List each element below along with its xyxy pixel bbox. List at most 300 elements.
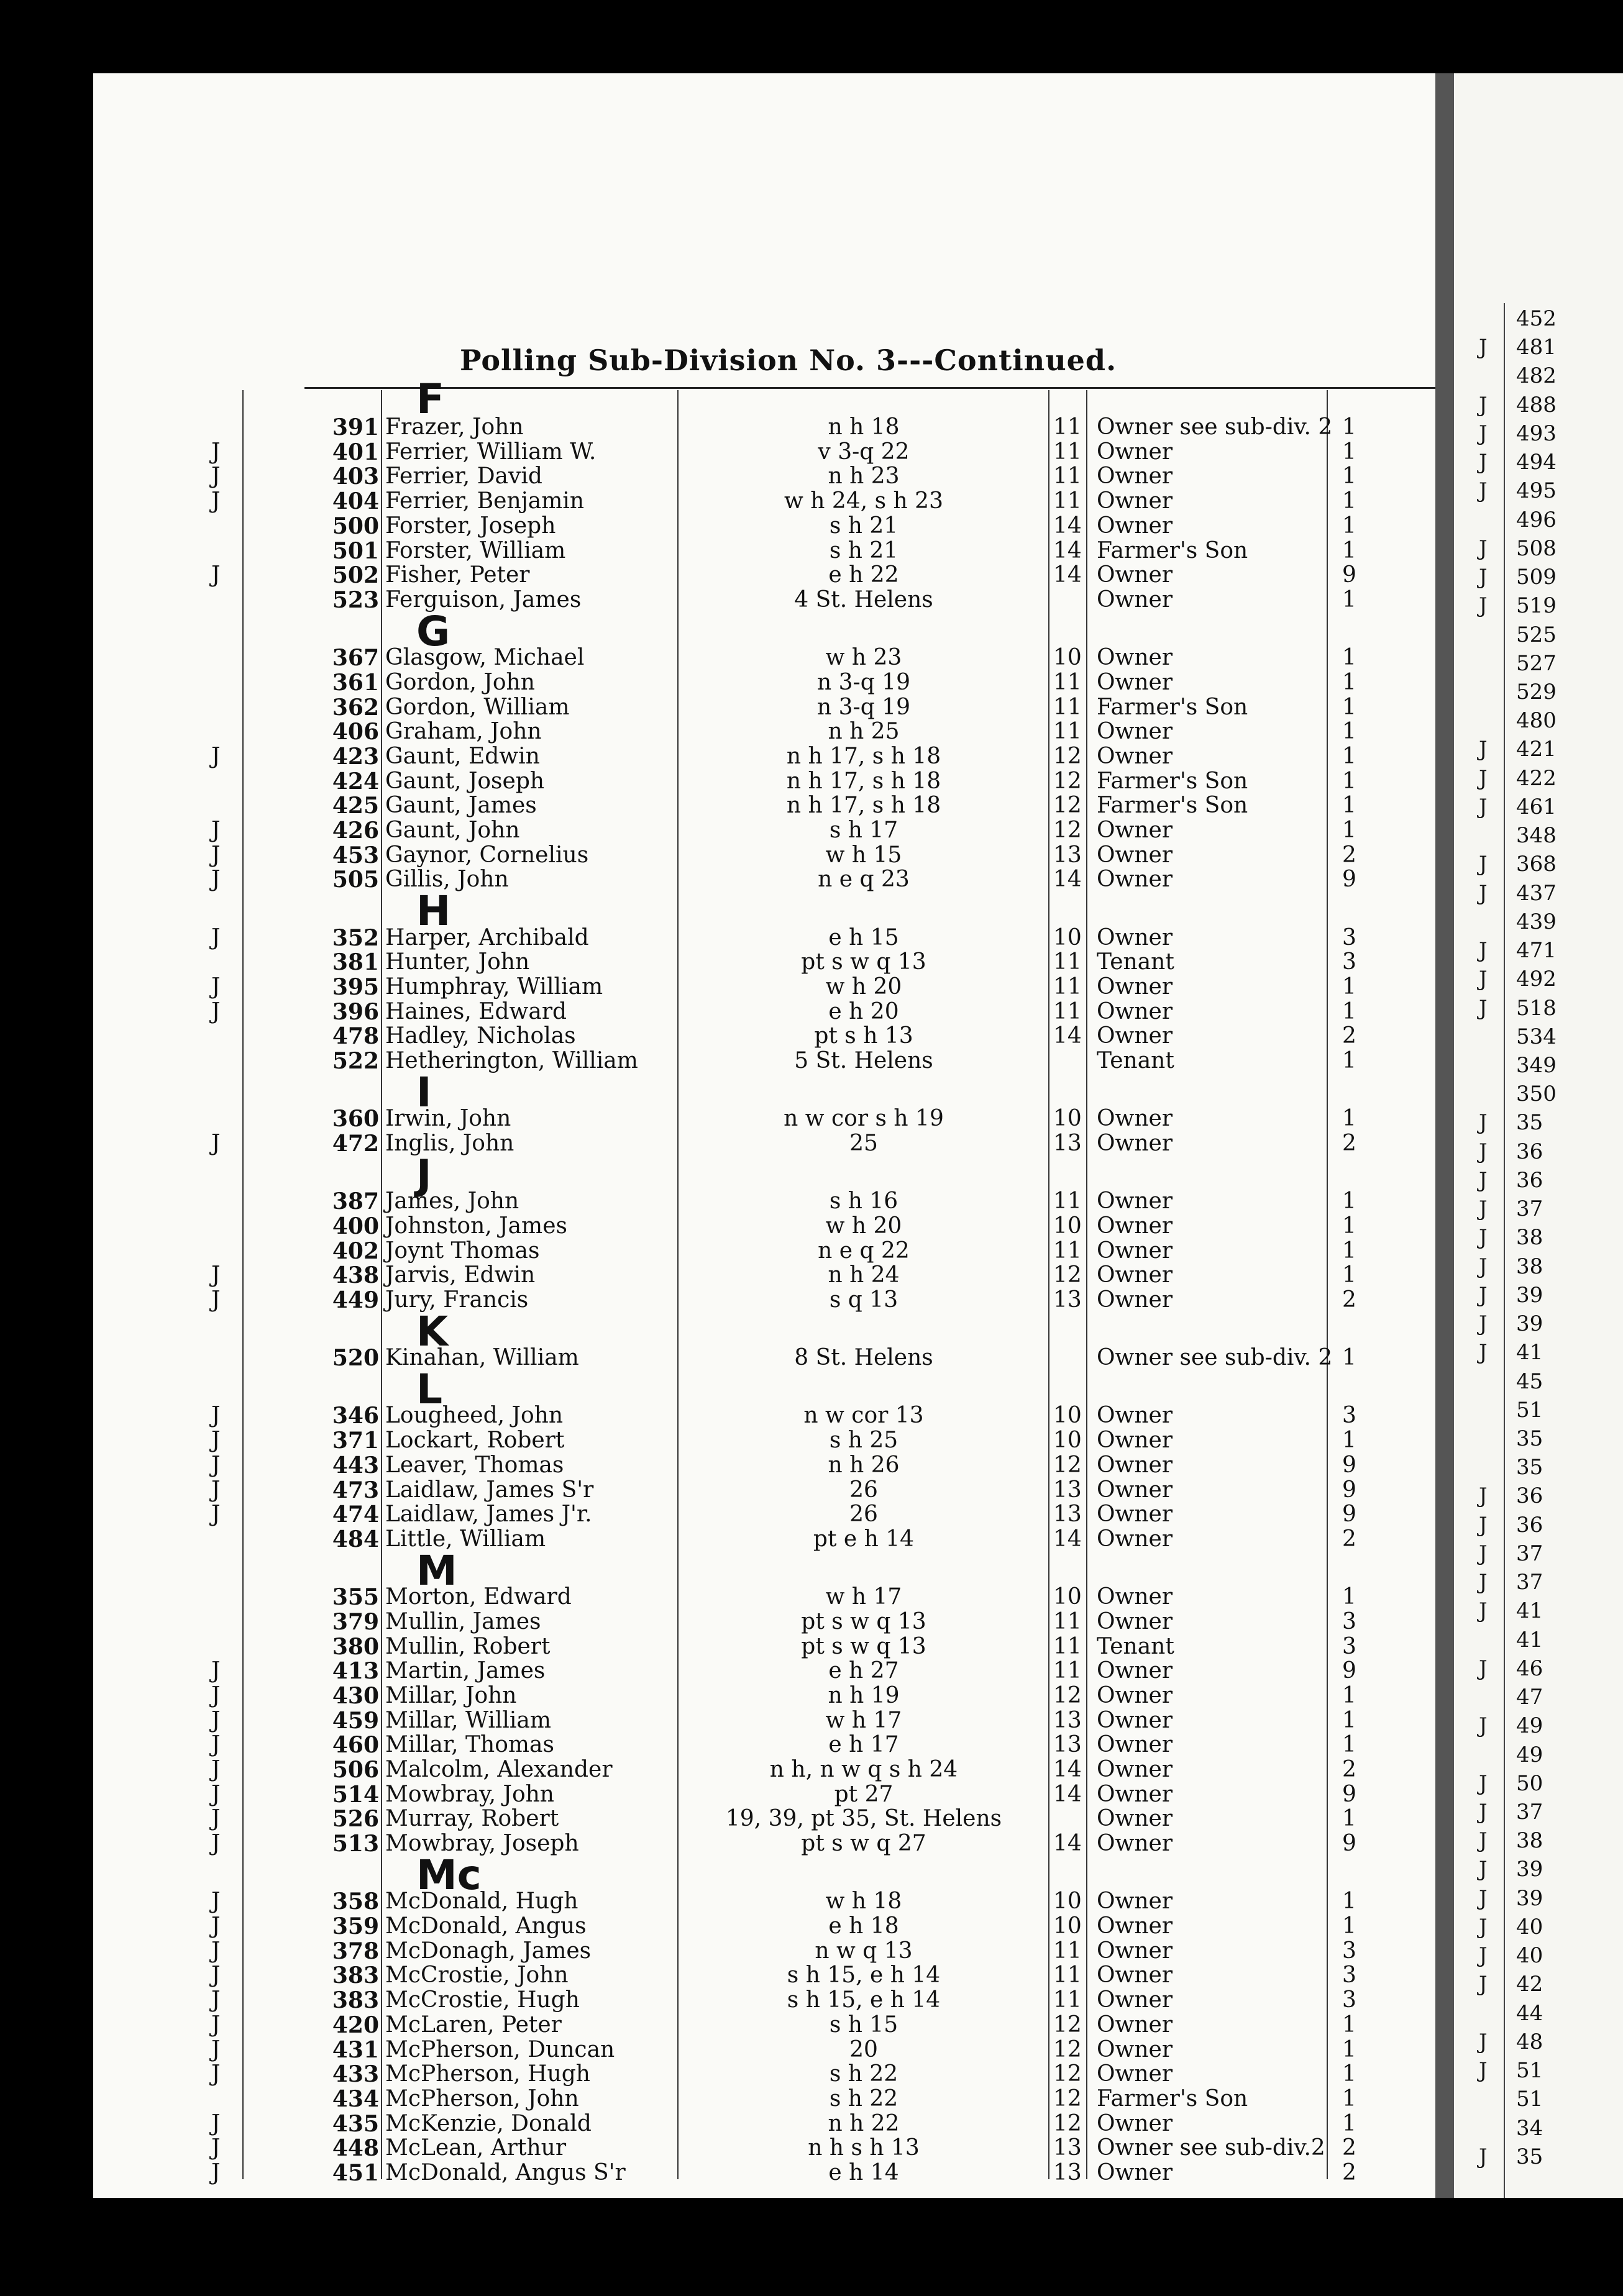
- voter-name: Gordon, John: [385, 669, 535, 695]
- voter-name: Lougheed, John: [385, 1403, 564, 1429]
- jury-mark: J: [211, 1806, 221, 1832]
- voter-name: Mullin, Robert: [385, 1633, 551, 1659]
- voter-name: Millar, William: [385, 1707, 552, 1733]
- concession: 14: [1053, 537, 1082, 563]
- lot-location: 5 St. Helens: [794, 1048, 933, 1074]
- concession: 11: [1053, 1608, 1082, 1634]
- voter-name: Little, William: [385, 1526, 546, 1552]
- jury-mark: J: [211, 1452, 221, 1478]
- vote-count: 1: [1342, 1913, 1356, 1939]
- lot-location: n 3-q 19: [817, 669, 910, 695]
- lot-location: n h 17, s h 18: [786, 768, 941, 794]
- adjacent-row: [1454, 1024, 1623, 1049]
- adjacent-row: [1454, 363, 1623, 388]
- voter-name: Mullin, James: [385, 1608, 541, 1634]
- adjacent-row: [1454, 2144, 1623, 2169]
- voter-number: 35: [1516, 1455, 1543, 1480]
- vote-count: 1: [1342, 488, 1356, 514]
- voter-number: 452: [1516, 306, 1557, 331]
- voter-number: 387: [332, 1188, 379, 1215]
- adjacent-row: [1454, 1340, 1623, 1365]
- jury-mark: J: [1479, 1512, 1488, 1538]
- voter-number: 51: [1516, 1397, 1543, 1423]
- adjacent-row: [1454, 1570, 1623, 1595]
- voter-number: 360: [332, 1106, 379, 1132]
- voter-name: Hunter, John: [385, 949, 530, 975]
- voter-name: Laidlaw, James J'r.: [385, 1501, 592, 1528]
- concession: 14: [1053, 1023, 1082, 1049]
- adjacent-row: [1454, 823, 1623, 848]
- concession: 14: [1053, 1781, 1082, 1807]
- voter-status: Owner: [1097, 1806, 1173, 1832]
- voter-row: [93, 843, 1435, 868]
- lot-location: e h 18: [828, 1913, 899, 1939]
- vote-count: 1: [1342, 743, 1356, 769]
- voter-number: 403: [332, 463, 379, 490]
- vote-count: 1: [1342, 439, 1356, 465]
- lot-location: s h 17: [829, 818, 898, 843]
- adjacent-row: [1454, 593, 1623, 618]
- jury-mark: J: [1479, 1828, 1488, 1854]
- adjacent-row: [1454, 651, 1623, 676]
- voter-number: 391: [332, 414, 379, 440]
- voter-status: Owner see sub-div.2: [1097, 2135, 1325, 2161]
- voter-row: [93, 1024, 1435, 1049]
- voter-name: Laidlaw, James S'r: [385, 1477, 594, 1503]
- voter-number: 448: [332, 2135, 379, 2162]
- voter-row: [93, 464, 1435, 489]
- voter-name: McDonagh, James: [385, 1938, 592, 1964]
- concession: 11: [1053, 949, 1082, 975]
- voter-number: 349: [1516, 1053, 1557, 1078]
- vote-count: 2: [1342, 1526, 1356, 1552]
- adjacent-row: [1454, 996, 1623, 1021]
- voter-number: 35: [1516, 1426, 1543, 1451]
- section-letter: K: [416, 1307, 449, 1355]
- concession: 13: [1053, 842, 1082, 868]
- vote-count: 2: [1342, 1287, 1356, 1313]
- voter-name: Johnston, James: [385, 1213, 567, 1239]
- voter-status: Owner: [1097, 562, 1173, 588]
- voter-status: Owner: [1097, 1477, 1173, 1503]
- concession: 13: [1053, 1732, 1082, 1758]
- lot-location: pt 27: [834, 1781, 894, 1807]
- voter-status: Owner: [1097, 2036, 1173, 2062]
- jury-mark: J: [211, 974, 221, 1000]
- adjacent-row: [1454, 393, 1623, 417]
- vote-count: 3: [1342, 1938, 1356, 1964]
- jury-mark: J: [1479, 1282, 1488, 1308]
- voter-status: Owner: [1097, 1987, 1173, 2013]
- voter-number: 471: [1516, 938, 1557, 964]
- jury-mark: J: [211, 2160, 221, 2185]
- concession: 13: [1053, 1287, 1082, 1313]
- adjacent-row: [1454, 1828, 1623, 1853]
- vote-count: 1: [1342, 2011, 1356, 2038]
- voter-number: 37: [1516, 1541, 1543, 1566]
- jury-mark: J: [211, 998, 221, 1024]
- voter-name: Ferguison, James: [385, 586, 582, 613]
- voter-number: 478: [332, 1023, 379, 1050]
- lot-location: n h 22: [828, 2110, 900, 2136]
- vote-count: 2: [1342, 1023, 1356, 1049]
- voter-name: Gaunt, Joseph: [385, 768, 545, 794]
- concession: 11: [1053, 974, 1082, 1000]
- vote-count: 1: [1342, 998, 1356, 1024]
- voter-status: Owner: [1097, 669, 1173, 695]
- voter-status: Farmer's Son: [1097, 694, 1248, 720]
- voter-name: Gaunt, John: [385, 818, 520, 843]
- vote-count: 1: [1342, 2061, 1356, 2087]
- voter-number: 39: [1516, 1282, 1543, 1308]
- voter-status: Owner: [1097, 1682, 1173, 1708]
- voter-number: 49: [1516, 1742, 1543, 1767]
- adjacent-row: [1454, 1196, 1623, 1221]
- voter-row: [93, 670, 1435, 695]
- adjacent-row: [1454, 1483, 1623, 1508]
- adjacent-row: [1454, 1771, 1623, 1796]
- vote-count: 2: [1342, 842, 1356, 868]
- voter-number: 434: [332, 2085, 379, 2112]
- voter-number: 46: [1516, 1656, 1543, 1681]
- voter-number: 473: [332, 1477, 379, 1503]
- adjacent-row: [1454, 1369, 1623, 1394]
- voter-number: 426: [332, 818, 379, 844]
- vote-count: 1: [1342, 1213, 1356, 1239]
- adjacent-row: [1454, 478, 1623, 503]
- voter-number: 495: [1516, 478, 1557, 504]
- lot-location: e h 15: [828, 924, 899, 950]
- adjacent-row: [1454, 1455, 1623, 1480]
- jury-mark: J: [1479, 852, 1488, 877]
- jury-mark: J: [1479, 392, 1488, 417]
- voter-number: 437: [1516, 880, 1557, 906]
- lot-location: s h 22: [829, 2085, 898, 2112]
- voter-name: Millar, Thomas: [385, 1732, 554, 1758]
- voter-row: [93, 695, 1435, 720]
- voter-status: Owner: [1097, 1131, 1173, 1156]
- jury-mark: J: [1479, 938, 1488, 964]
- lot-location: n h s h 13: [808, 2135, 920, 2161]
- voter-status: Tenant: [1097, 949, 1174, 975]
- voter-number: 346: [332, 1403, 379, 1429]
- concession: 11: [1053, 998, 1082, 1024]
- voter-row: [93, 440, 1435, 465]
- voter-status: Owner: [1097, 1608, 1173, 1634]
- voter-status: Farmer's Son: [1097, 768, 1248, 794]
- voter-name: McDonald, Angus S'r: [385, 2160, 626, 2185]
- adjacent-row: [1454, 1254, 1623, 1279]
- jury-mark: J: [211, 2011, 221, 2038]
- adjacent-row: [1454, 335, 1623, 360]
- voter-row: [93, 1106, 1435, 1131]
- adjacent-page: [1454, 73, 1623, 2198]
- concession: 10: [1053, 645, 1082, 671]
- voter-status: Owner: [1097, 1888, 1173, 1915]
- lot-location: pt s w q 13: [801, 949, 926, 975]
- adjacent-row: [1454, 421, 1623, 446]
- lot-location: e h 17: [828, 1732, 899, 1758]
- jury-mark: J: [211, 1477, 221, 1503]
- voter-row: [93, 719, 1435, 744]
- vote-count: 1: [1342, 818, 1356, 843]
- section-letter: L: [416, 1365, 443, 1413]
- lot-location: 26: [849, 1501, 878, 1528]
- jury-mark: J: [1479, 1340, 1488, 1365]
- voter-row: [93, 563, 1435, 588]
- voter-number: 472: [332, 1131, 379, 1157]
- voter-name: McCrostie, John: [385, 1962, 569, 1988]
- voter-status: Owner: [1097, 1452, 1173, 1478]
- voter-row: [93, 1659, 1435, 1683]
- voter-number: 35: [1516, 1110, 1543, 1136]
- jury-mark: J: [211, 2061, 221, 2087]
- voter-row: [93, 539, 1435, 563]
- jury-mark: J: [1479, 1598, 1488, 1624]
- voter-row: [93, 975, 1435, 1000]
- jury-mark: J: [211, 743, 221, 769]
- adjacent-row: [1454, 2030, 1623, 2054]
- vote-count: 1: [1342, 1682, 1356, 1708]
- voter-number: 453: [332, 842, 379, 868]
- voter-row: [93, 645, 1435, 670]
- voter-number: 400: [332, 1213, 379, 1239]
- concession: 11: [1053, 414, 1082, 440]
- voter-name: Frazer, John: [385, 414, 524, 440]
- jury-mark: J: [211, 1987, 221, 2013]
- adjacent-row: [1454, 967, 1623, 991]
- voter-name: Haines, Edward: [385, 998, 567, 1024]
- voter-number: 527: [1516, 650, 1557, 676]
- jury-mark: J: [1479, 1541, 1488, 1566]
- jury-mark: J: [211, 1888, 221, 1915]
- concession: 12: [1053, 2036, 1082, 2062]
- vote-count: 1: [1342, 414, 1356, 440]
- voter-number: 522: [332, 1048, 379, 1075]
- concession: 11: [1053, 1938, 1082, 1964]
- section-letter: M: [416, 1546, 457, 1595]
- concession: 12: [1053, 2011, 1082, 2038]
- adjacent-row: [1454, 680, 1623, 704]
- voter-number: 500: [332, 512, 379, 539]
- voter-number: 422: [1516, 765, 1557, 791]
- jury-mark: J: [1479, 421, 1488, 446]
- lot-location: s h 25: [829, 1428, 898, 1454]
- voter-row: [93, 1733, 1435, 1757]
- voter-name: Harper, Archibald: [385, 924, 589, 950]
- adjacent-row: [1454, 1800, 1623, 1824]
- voter-status: Owner: [1097, 1831, 1173, 1857]
- jury-mark: J: [1479, 2029, 1488, 2054]
- page-sheet: [93, 73, 1435, 2198]
- adjacent-row: [1454, 1857, 1623, 1882]
- concession: 12: [1053, 818, 1082, 843]
- voter-status: Owner: [1097, 2160, 1173, 2185]
- lot-location: e h 14: [828, 2160, 899, 2185]
- jury-mark: J: [1479, 1254, 1488, 1279]
- section-letter: I: [416, 1068, 432, 1116]
- adjacent-row: [1454, 1915, 1623, 1939]
- voter-status: Owner: [1097, 842, 1173, 868]
- page-title: Polling Sub-Division No. 3---Continued.: [460, 344, 1117, 377]
- jury-mark: J: [1479, 1972, 1488, 1997]
- vote-count: 1: [1342, 2036, 1356, 2062]
- vote-count: 3: [1342, 949, 1356, 975]
- voter-status: Owner: [1097, 439, 1173, 465]
- lot-location: w h 18: [825, 1888, 902, 1915]
- book-spine: [1435, 73, 1454, 2198]
- voter-row: [93, 1610, 1435, 1634]
- voter-number: 395: [332, 974, 379, 1000]
- vote-count: 9: [1342, 1452, 1356, 1478]
- adjacent-row: [1454, 881, 1623, 906]
- concession: 14: [1053, 512, 1082, 539]
- jury-mark: J: [1479, 1713, 1488, 1739]
- vote-count: 9: [1342, 1781, 1356, 1807]
- vote-count: 3: [1342, 924, 1356, 950]
- voter-status: Farmer's Son: [1097, 537, 1248, 563]
- jury-mark: J: [211, 439, 221, 465]
- voter-number: 421: [1516, 737, 1557, 762]
- voter-number: 47: [1516, 1685, 1543, 1710]
- jury-mark: J: [1479, 765, 1488, 791]
- voter-number: 383: [332, 1962, 379, 1989]
- voter-name: Ferrier, Benjamin: [385, 488, 585, 514]
- voter-row: [93, 1403, 1435, 1428]
- voter-name: Joynt Thomas: [385, 1237, 540, 1264]
- lot-location: pt s w q 13: [801, 1608, 926, 1634]
- vote-count: 1: [1342, 586, 1356, 613]
- voter-status: Owner: [1097, 1781, 1173, 1807]
- jury-mark: J: [211, 1707, 221, 1733]
- lot-location: n w q 13: [815, 1938, 913, 1964]
- lot-location: n h 17, s h 18: [786, 743, 941, 769]
- voter-name: Hetherington, William: [385, 1048, 638, 1074]
- voter-status: Tenant: [1097, 1633, 1174, 1659]
- jury-mark: J: [211, 1658, 221, 1684]
- lot-location: v 3-q 22: [818, 439, 910, 465]
- lot-location: s h 21: [829, 537, 898, 563]
- voter-number: 433: [332, 2061, 379, 2088]
- voter-number: 37: [1516, 1196, 1543, 1222]
- concession: 11: [1053, 463, 1082, 490]
- vote-count: 1: [1342, 1048, 1356, 1074]
- voter-status: Owner: [1097, 1188, 1173, 1214]
- voter-number: 423: [332, 743, 379, 770]
- concession: 13: [1053, 1501, 1082, 1528]
- voter-status: Owner: [1097, 1732, 1173, 1758]
- voter-number: 438: [332, 1262, 379, 1289]
- voter-number: 371: [332, 1428, 379, 1454]
- jury-mark: J: [211, 1732, 221, 1758]
- voter-row: [93, 1757, 1435, 1782]
- adjacent-row: [1454, 1656, 1623, 1681]
- adjacent-row: [1454, 536, 1623, 561]
- voter-name: Morton, Edward: [385, 1584, 572, 1610]
- voter-number: 358: [332, 1888, 379, 1915]
- adjacent-row: [1454, 795, 1623, 819]
- adjacent-row: [1454, 450, 1623, 475]
- voter-status: Owner: [1097, 645, 1173, 671]
- voter-number: 506: [332, 1757, 379, 1783]
- vote-count: 9: [1342, 867, 1356, 893]
- adjacent-row: [1454, 1628, 1623, 1652]
- jury-mark: J: [1479, 737, 1488, 762]
- vote-count: 1: [1342, 1707, 1356, 1733]
- concession: 13: [1053, 2160, 1082, 2185]
- vote-count: 1: [1342, 719, 1356, 745]
- voter-number: 380: [332, 1633, 379, 1660]
- voter-row: [93, 1939, 1435, 1964]
- vote-count: 1: [1342, 1106, 1356, 1132]
- lot-location: e h 20: [828, 998, 899, 1024]
- voter-row: [93, 1263, 1435, 1288]
- lot-location: s h 22: [829, 2061, 898, 2087]
- jury-mark: J: [1479, 1800, 1488, 1824]
- concession: 14: [1053, 1757, 1082, 1782]
- jury-mark: J: [1479, 535, 1488, 561]
- voter-row: [93, 1708, 1435, 1733]
- jury-mark: J: [1479, 2058, 1488, 2084]
- voter-number: 45: [1516, 1369, 1543, 1394]
- voter-number: 529: [1516, 680, 1557, 704]
- lot-location: pt s h 13: [814, 1023, 913, 1049]
- voter-number: 361: [332, 669, 379, 696]
- voter-number: 352: [332, 924, 379, 951]
- lot-location: n h 19: [828, 1682, 900, 1708]
- voter-row: [93, 1782, 1435, 1807]
- voter-status: Owner: [1097, 586, 1173, 613]
- jury-mark: J: [211, 1781, 221, 1807]
- lot-location: 4 St. Helens: [794, 586, 933, 613]
- voter-name: Murray, Robert: [385, 1806, 559, 1832]
- concession: 11: [1053, 1658, 1082, 1684]
- concession: 11: [1053, 488, 1082, 514]
- voter-row: [93, 2038, 1435, 2062]
- concession: 10: [1053, 924, 1082, 950]
- jury-mark: J: [1479, 1483, 1488, 1509]
- voter-number: 367: [332, 645, 379, 672]
- voter-row: [93, 744, 1435, 769]
- lot-location: pt s w q 27: [801, 1831, 926, 1857]
- jury-mark: J: [1479, 1656, 1488, 1681]
- concession: 12: [1053, 743, 1082, 769]
- voter-status: Owner: [1097, 1757, 1173, 1782]
- concession: 14: [1053, 867, 1082, 893]
- voter-name: McLaren, Peter: [385, 2011, 562, 2038]
- voter-status: Owner: [1097, 1913, 1173, 1939]
- concession: 10: [1053, 1888, 1082, 1915]
- jury-mark: J: [1479, 1311, 1488, 1337]
- adjacent-row: [1454, 1398, 1623, 1423]
- voter-status: Owner: [1097, 488, 1173, 514]
- adjacent-row: [1454, 306, 1623, 331]
- concession: 10: [1053, 1913, 1082, 1939]
- voter-status: Owner see sub-div. 2: [1097, 1345, 1333, 1371]
- concession: 13: [1053, 1477, 1082, 1503]
- lot-location: 19, 39, pt 35, St. Helens: [725, 1806, 1002, 1832]
- lot-location: 20: [849, 2036, 878, 2062]
- voter-status: Owner: [1097, 1501, 1173, 1528]
- voter-status: Owner: [1097, 1584, 1173, 1610]
- jury-mark: J: [1479, 1770, 1488, 1796]
- voter-status: Owner: [1097, 1658, 1173, 1684]
- vote-count: 1: [1342, 1584, 1356, 1610]
- concession: 14: [1053, 1526, 1082, 1552]
- voter-name: Lockart, Robert: [385, 1428, 565, 1454]
- concession: 11: [1053, 1237, 1082, 1264]
- concession: 12: [1053, 1682, 1082, 1708]
